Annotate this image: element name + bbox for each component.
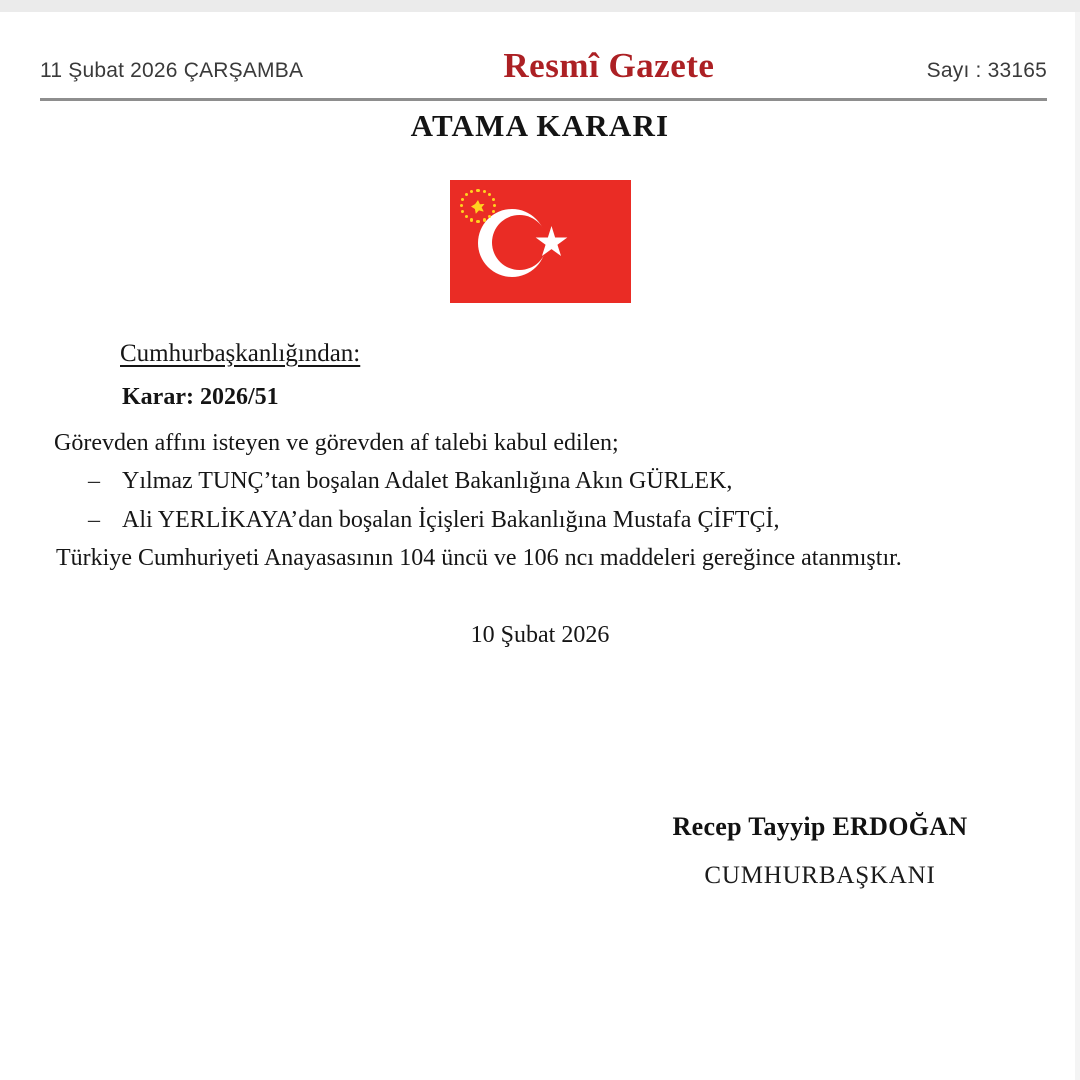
masthead-gazette-title: Resmî Gazete — [503, 46, 715, 85]
signatory-title: CUMHURBAŞKANI — [704, 862, 936, 889]
appointment-text: Ali YERLİKAYA’dan boşalan İçişleri Bakanlığına Mustafa ÇİFTÇİ, — [122, 507, 780, 533]
masthead — [40, 46, 1047, 86]
dash-bullet-icon: – — [88, 507, 100, 533]
list-item — [88, 468, 1008, 495]
gazette-page — [0, 12, 1080, 1080]
decision-number: Karar: 2026/51 — [122, 384, 279, 410]
crescent-cutout — [492, 215, 547, 270]
dash-bullet-icon: – — [88, 468, 100, 494]
scan-artifact-top-strip — [0, 0, 1080, 12]
appointment-text: Yılmaz TUNÇ’tan boşalan Adalet Bakanlığına Akın GÜRLEK, — [122, 468, 733, 494]
page-title: ATAMA KARARI — [410, 108, 670, 143]
appointment-list — [88, 468, 1008, 546]
legal-basis-text: Türkiye Cumhuriyeti Anayasasının 104 üncü ve 106 ncı maddeleri gereğince atanmıştır. — [56, 545, 902, 571]
decision-intro-text: Görevden affını isteyen ve görevden af talebi kabul edilen; — [54, 430, 619, 456]
list-item — [88, 507, 1008, 534]
signature-block — [620, 812, 1020, 890]
masthead-publication-date: 11 Şubat 2026 ÇARŞAMBA — [40, 59, 304, 82]
turkish-flag-container — [450, 180, 631, 303]
sun-emblem-icon — [460, 189, 496, 225]
masthead-divider — [40, 98, 1047, 101]
issuing-authority-label: Cumhurbaşkanlığından: — [120, 340, 361, 367]
masthead-issue-number: Sayı : 33165 — [926, 59, 1047, 82]
signatory-name: Recep Tayyip ERDOĞAN — [672, 812, 968, 841]
sun-core-icon — [471, 200, 485, 214]
turkish-flag-icon — [450, 180, 631, 303]
decision-date: 10 Şubat 2026 — [470, 622, 610, 648]
